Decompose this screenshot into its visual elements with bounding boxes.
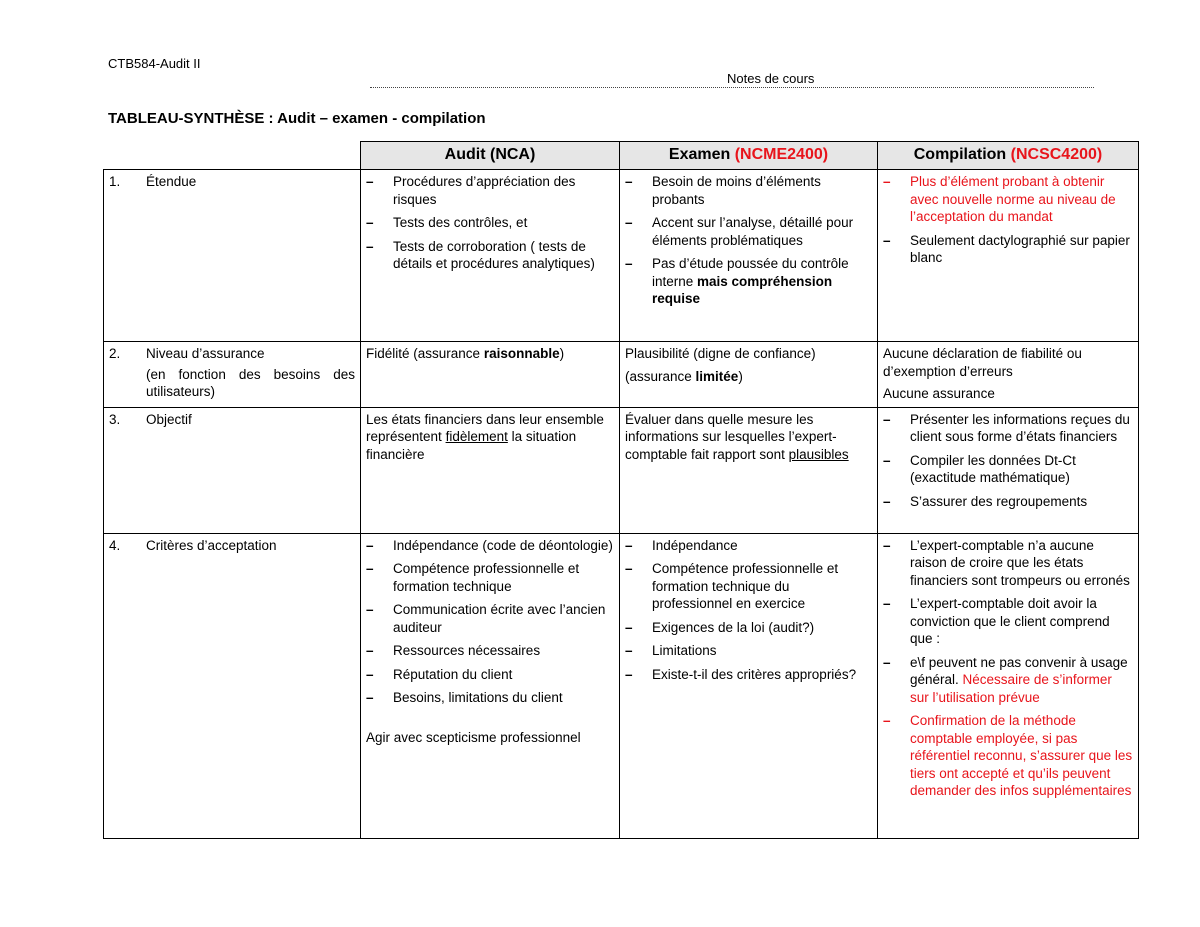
list-item: – Limitations [625, 642, 872, 660]
criterion-cell: 2. Niveau d’assurance (en fonction des besoins des utilisateurs) [104, 342, 361, 408]
list-item: – Tests de corroboration ( tests de détails et procédures analytiques) [366, 238, 614, 273]
list-item: – Besoin de moins d’éléments probants [625, 173, 872, 208]
list-item: – L’expert-comptable n’a aucune raison de croire que les états financiers sont trompeurs ou erronés [883, 537, 1133, 590]
list-item: – Communication écrite avec l’ancien auditeur [366, 601, 614, 636]
header-examen: Examen (NCME2400) [620, 142, 878, 170]
list-item: – Compiler les données Dt-Ct (exactitude mathématique) [883, 452, 1133, 487]
compilation-cell: Aucune déclaration de fiabilité ou d’exemption d’erreurs Aucune assurance [878, 342, 1139, 408]
list-item: – Confirmation de la méthode comptable employée, si pas référentiel reconnu, s’assurer que les tiers ont accepté et qu’ils peuvent demander des infos supplémentaires [883, 712, 1133, 800]
compilation-cell [878, 533, 1139, 838]
list-item: – Besoins, limitations du client [366, 689, 614, 707]
table-row [104, 533, 1139, 838]
table-row [104, 342, 1139, 408]
synthesis-table [103, 141, 1139, 839]
examen-cell [620, 170, 878, 342]
table-header-row [104, 142, 1139, 170]
list-item: – Indépendance (code de déontologie) [366, 537, 614, 555]
list-item: – e\f peuvent ne pas convenir à usage général. Nécessaire de s’informer sur l’utilisation prévue [883, 654, 1133, 707]
header-rule [370, 87, 1094, 88]
examen-cell [620, 533, 878, 838]
examen-cell: Plausibilité (digne de confiance) (assurance limitée) [620, 342, 878, 408]
list-item: – Compétence professionnelle et formation technique [366, 560, 614, 595]
audit-cell: Les états financiers dans leur ensemble représentent fidèlement la situation financière [361, 407, 620, 533]
header-compilation: Compilation (NCSC4200) [878, 142, 1139, 170]
list-item: – Procédures d’appréciation des risques [366, 173, 614, 208]
list-item: – Ressources nécessaires [366, 642, 614, 660]
criterion-cell: 3. Objectif [104, 407, 361, 533]
list-item: – Réputation du client [366, 666, 614, 684]
list-item: – Présenter les informations reçues du client sous forme d’états financiers [883, 411, 1133, 446]
audit-note: Agir avec scepticisme professionnel [366, 729, 581, 745]
header-blank [104, 142, 361, 170]
list-item: – S’assurer des regroupements [883, 493, 1133, 511]
compilation-cell [878, 407, 1139, 533]
list-item: – Indépendance [625, 537, 872, 555]
list-item: – L’expert-comptable doit avoir la conviction que le client comprend que : [883, 595, 1133, 648]
criterion-cell: 4. Critères d’acceptation [104, 533, 361, 838]
list-item: – Pas d’étude poussée du contrôle interne mais compréhension requise [625, 255, 872, 308]
table-row [104, 170, 1139, 342]
list-item: – Seulement dactylographié sur papier blanc [883, 232, 1133, 267]
criterion-cell: 1. Étendue [104, 170, 361, 342]
table-row [104, 407, 1139, 533]
audit-cell: Fidélité (assurance raisonnable) [361, 342, 620, 408]
list-item: – Existe-t-il des critères appropriés? [625, 666, 872, 684]
examen-cell: Évaluer dans quelle mesure les informations sur lesquelles l’expert-comptable fait rapport sont plausibles [620, 407, 878, 533]
list-item: – Tests des contrôles, et [366, 214, 614, 232]
list-item: – Accent sur l’analyse, détaillé pour éléments problématiques [625, 214, 872, 249]
compilation-cell [878, 170, 1139, 342]
audit-cell [361, 170, 620, 342]
page-title: TABLEAU-SYNTHÈSE : Audit – examen - compilation [108, 110, 486, 127]
list-item: – Exigences de la loi (audit?) [625, 619, 872, 637]
list-item: – Compétence professionnelle et formation technique du professionnel en exercice [625, 560, 872, 613]
notes-label: Notes de cours [727, 71, 815, 86]
list-item: – Plus d’élément probant à obtenir avec nouvelle norme au niveau de l’acceptation du mandat [883, 173, 1133, 226]
header-audit: Audit (NCA) [361, 142, 620, 170]
audit-cell [361, 533, 620, 838]
course-code: CTB584-Audit II [108, 56, 201, 71]
